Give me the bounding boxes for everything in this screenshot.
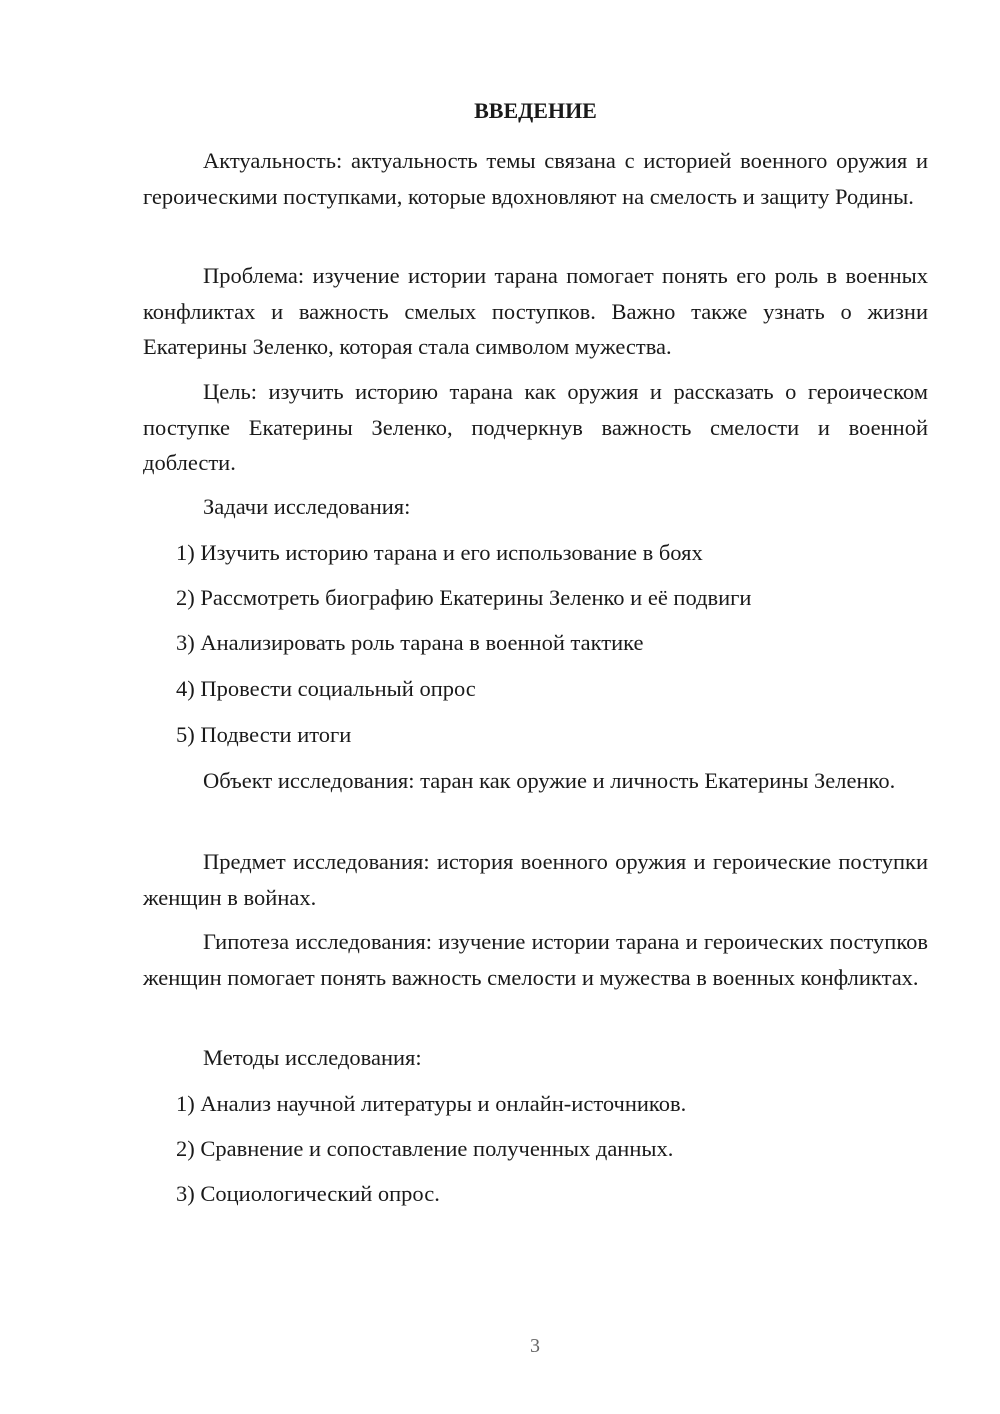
page-title: ВВЕДЕНИЕ: [474, 98, 597, 123]
task-item: 4) Провести социальный опрос: [176, 676, 476, 701]
problem-paragraph: Проблема: изучение истории тарана помогает понять его роль в военных конфликтах и важность смелых поступков. Важно также узнать о жизни Екатерины Зеленко, которая стала символом мужества.: [143, 263, 928, 359]
subject-paragraph: Предмет исследования: история военного оружия и героические поступки женщин в войнах.: [143, 849, 928, 910]
method-item: 3) Социологический опрос.: [176, 1181, 440, 1206]
goal-paragraph: Цель: изучить историю тарана как оружия и рассказать о героическом поступке Екатерины Зеленко, подчеркнув важность смелости и военной доблести.: [143, 379, 928, 475]
task-item: 3) Анализировать роль тарана в военной тактике: [176, 630, 644, 655]
methods-heading: Методы исследования:: [203, 1045, 422, 1070]
task-item: 5) Подвести итоги: [176, 722, 352, 747]
task-item: 1) Изучить историю тарана и его использование в боях: [176, 540, 703, 565]
method-item: 2) Сравнение и сопоставление полученных данных.: [176, 1136, 674, 1161]
relevance-paragraph: Актуальность: актуальность темы связана с историей военного оружия и героическими поступками, которые вдохновляют на смелость и защиту Родины.: [143, 148, 928, 209]
tasks-heading: Задачи исследования:: [203, 494, 411, 519]
task-item: 2) Рассмотреть биографию Екатерины Зеленко и её подвиги: [176, 585, 752, 610]
page-number: 3: [530, 1335, 540, 1357]
method-item: 1) Анализ научной литературы и онлайн-источников.: [176, 1091, 687, 1116]
object-paragraph: Объект исследования: таран как оружие и личность Екатерины Зеленко.: [203, 768, 896, 793]
hypothesis-paragraph: Гипотеза исследования: изучение истории тарана и героических поступков женщин помогает понять важность смелости и мужества в военных конфликтах.: [143, 929, 928, 990]
